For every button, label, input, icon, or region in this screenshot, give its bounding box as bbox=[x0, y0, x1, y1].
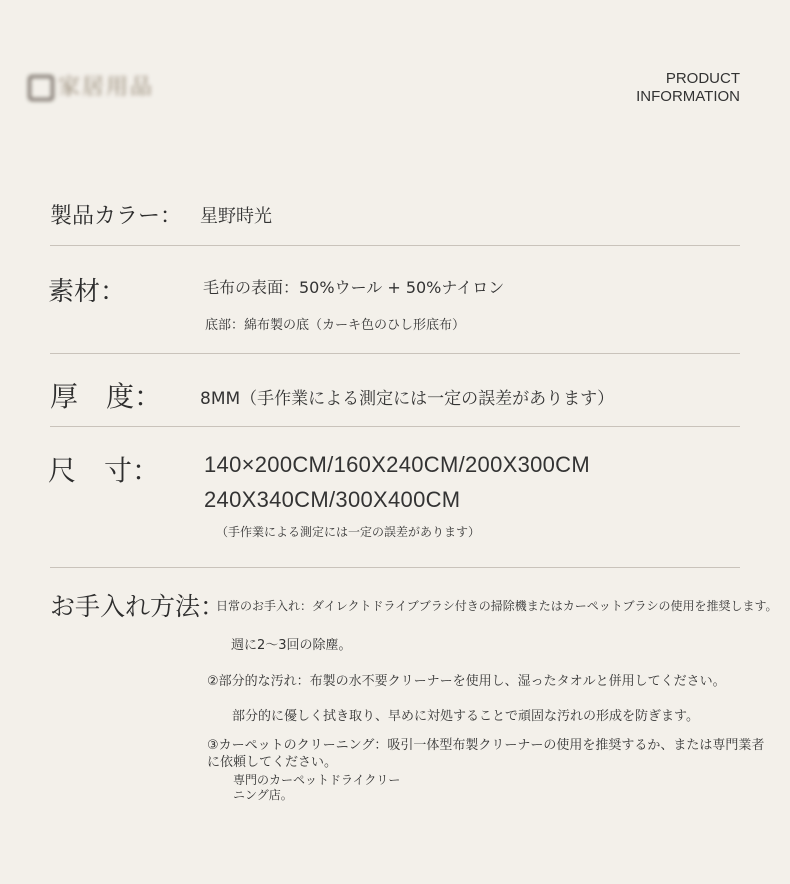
care-cleaning-line-2: に依頼してください。 bbox=[207, 755, 338, 770]
care-daily: 日常のお手入れ：ダイレクトドライブブラシ付きの掃除機またはカーペットブラシの使用を推奨します。 bbox=[216, 599, 778, 613]
thickness-value: 8MM（手作業による測定には一定の誤差があります） bbox=[200, 389, 615, 409]
divider bbox=[50, 353, 740, 354]
logo-text: 家居用品 bbox=[58, 75, 155, 100]
material-surface: 毛布の表面：50%ウール + 50%ナイロン bbox=[203, 278, 505, 297]
size-list-line-1: 140×200CM/160X240CM/200X300CM bbox=[204, 452, 590, 477]
material-label: 素材： bbox=[48, 277, 127, 307]
care-cleaning-detail-1: 専門のカーペットドライクリー bbox=[233, 773, 401, 787]
heading-line-2: INFORMATION bbox=[636, 88, 740, 105]
size-list-line-2: 240X340CM/300X400CM bbox=[204, 487, 461, 512]
divider bbox=[50, 567, 740, 568]
brand-logo bbox=[28, 70, 233, 106]
care-cleaning-line-1: ③カーペットのクリーニング：吸引一体型布製クリーナーの使用を推奨するか、または専門業者 bbox=[207, 738, 765, 753]
size-note: （手作業による測定には一定の誤差があります） bbox=[216, 525, 481, 539]
divider bbox=[50, 426, 740, 427]
heading-line-1: PRODUCT bbox=[665, 70, 740, 87]
logo-mark-icon bbox=[28, 75, 54, 101]
thickness-label: 厚 度： bbox=[50, 380, 163, 413]
color-value: 星野時光 bbox=[200, 206, 272, 227]
care-daily-detail: 週に2〜3回の除塵。 bbox=[231, 638, 352, 653]
care-label: お手入れ方法： bbox=[50, 592, 226, 621]
size-label: 尺 寸： bbox=[48, 454, 161, 487]
care-spot-detail: 部分的に優しく拭き取り、早めに対処することで頑固な汚れの形成を防ぎます。 bbox=[232, 709, 699, 724]
care-cleaning-detail-2: ニング店。 bbox=[233, 788, 293, 802]
product-information-heading bbox=[636, 70, 740, 106]
care-spot-stains: ②部分的な汚れ：布製の水不要クリーナーを使用し、湿ったタオルと併用してください。 bbox=[207, 674, 726, 689]
material-base: 底部：綿布製の底（カーキ色のひし形底布） bbox=[205, 318, 466, 333]
divider bbox=[50, 245, 740, 246]
color-label: 製品カラー： bbox=[50, 204, 183, 229]
